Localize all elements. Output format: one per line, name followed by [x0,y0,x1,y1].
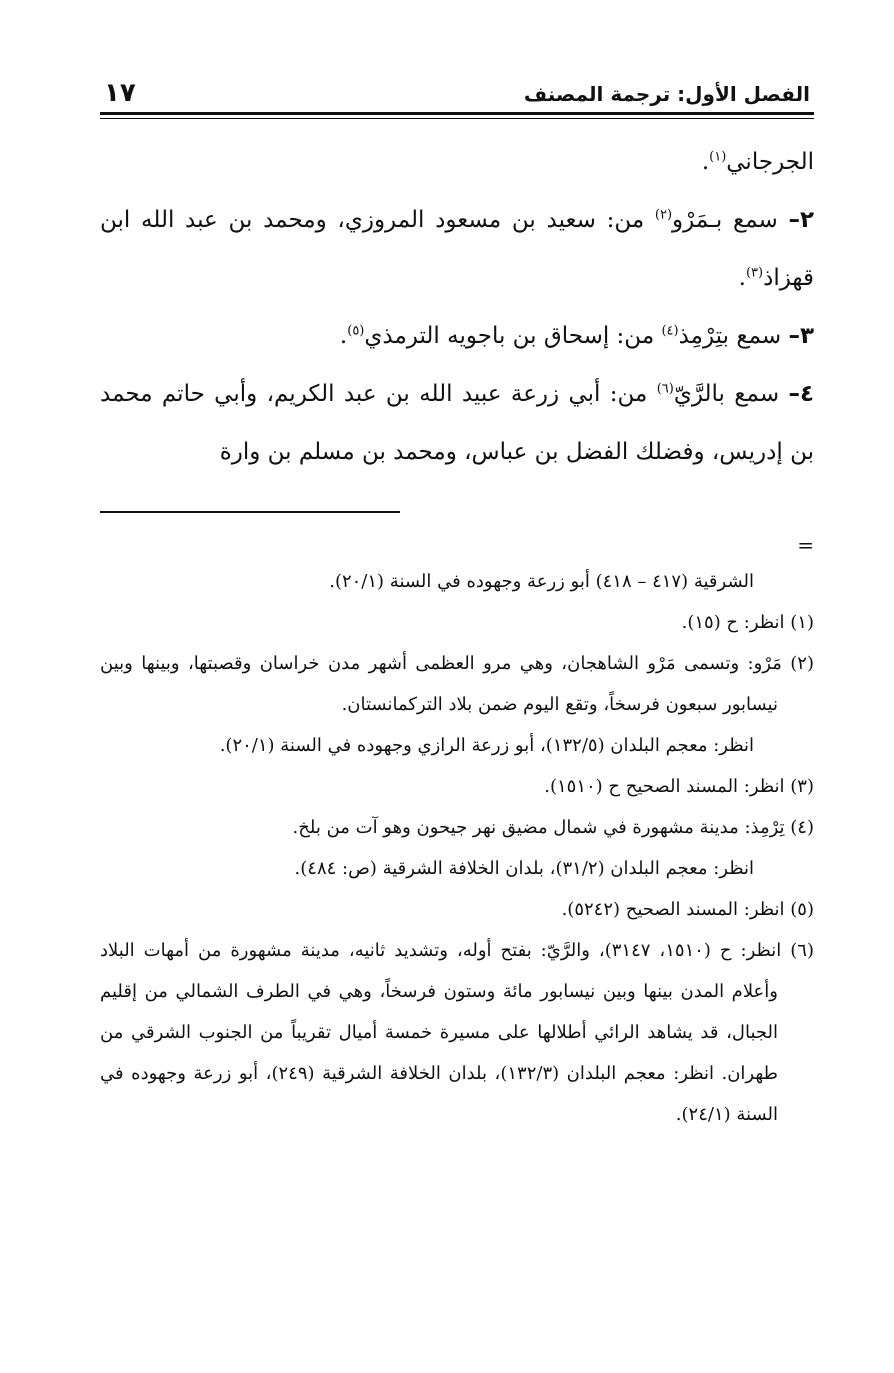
item-number-4: ٤– [788,381,814,407]
footnote-3: (٣) انظر: المسند الصحيح ح (١٥١٠). [544,776,814,797]
footnote-2: (٢) مَرْو: وتسمى مَرْو الشاهجان، وهي مرو العظمى أشهر مدن خراسان وقصبتها، وبينها وبين نيسابور سبعون فرسخاً، وتقع اليوم ضمن بلاد التركمانستان. [100,653,814,715]
main-item-4: ٤– سمع بالرَّيّ$^{(٦)}$ من: أبي زرعة عبيد الله بن عبد الكريم، وأبي حاتم محمد بن إدريس، وفضلك الفضل بن عباس، ومحمد بن مسلم بن وارة [100,381,814,465]
header-rule-thick [100,112,814,115]
footnote-ref-1: (١) [709,149,727,165]
footnote-continuation: الشرقية (٤١٧ – ٤١٨) أبو زرعة وجهوده في السنة (٢٠/١). [329,571,754,592]
footnote-1: (١) انظر: ح (١٥). [681,612,814,633]
main-line-1: الجرجاني$^{(١)}$. [701,149,814,175]
item-number-3: ٣– [788,323,814,349]
footnote-6: (٦) انظر: ح (١٥١٠، ٣١٤٧)، والرَّيّ: بفتح أوله، وتشديد ثانيه، مدينة مشهورة من أمهات البلاد وأعلام المدن بينها وبين نيسابور مائة وستون فرسخاً، وهي في الطرف الشمالي من إقليم الجبال، قد يشاهد الرائي أطلالها على مسيرة خمسة أميال تقريباً من الجنوب الشرقي من طهران. انظر: معجم البلدان (١٣٢/٣)، بلدان الخلافة الشرقية (٢٤٩)، أبو زرعة وجهوده في السنة (٢٤/١). [100,940,814,1125]
footnote-ref-4: (٤) [661,323,679,339]
footnote-ref-3: (٣) [745,265,764,281]
page-header [100,60,814,112]
page-number: ١٧ [104,78,136,108]
main-text [100,133,814,481]
continuation-mark: = [797,533,814,557]
footnote-2-source: انظر: معجم البلدان (١٣٢/٥)، أبو زرعة الرازي وجهوده في السنة (٢٠/١). [219,735,754,756]
main-item-3: ٣– سمع بتِرْمِذ$^{(٤)}$ من: إسحاق بن باجويه الترمذي$^{(٥)}$. [339,323,814,349]
footnote-ref-2: (٢) [654,207,673,223]
footnote-4: (٤) تِرْمِذ: مدينة مشهورة في شمال مضيق نهر جيحون وهو آت من بلخ. [292,817,814,838]
running-title: الفصل الأول: ترجمة المصنف [523,82,810,106]
footnote-ref-5: (٥) [347,323,365,339]
footnote-4-source: انظر: معجم البلدان (٣١/٢)، بلدان الخلافة الشرقية (ص: ٤٨٤). [294,858,754,879]
book-page [100,60,814,1135]
footnote-separator [100,511,400,513]
footnote-5: (٥) انظر: المسند الصحيح (٥٢٤٢). [561,899,814,920]
item-number-2: ٢– [788,207,815,233]
header-rule-thin [100,118,814,119]
main-item-2: ٢– سمع بـمَرْو$^{(٢)}$ من: سعيد بن مسعود المروزي، ومحمد بن عبد الله ابن قهزاذ$^{(٣)}$. [100,207,815,291]
footnotes [100,535,814,1135]
footnote-ref-6: (٦) [656,381,674,397]
